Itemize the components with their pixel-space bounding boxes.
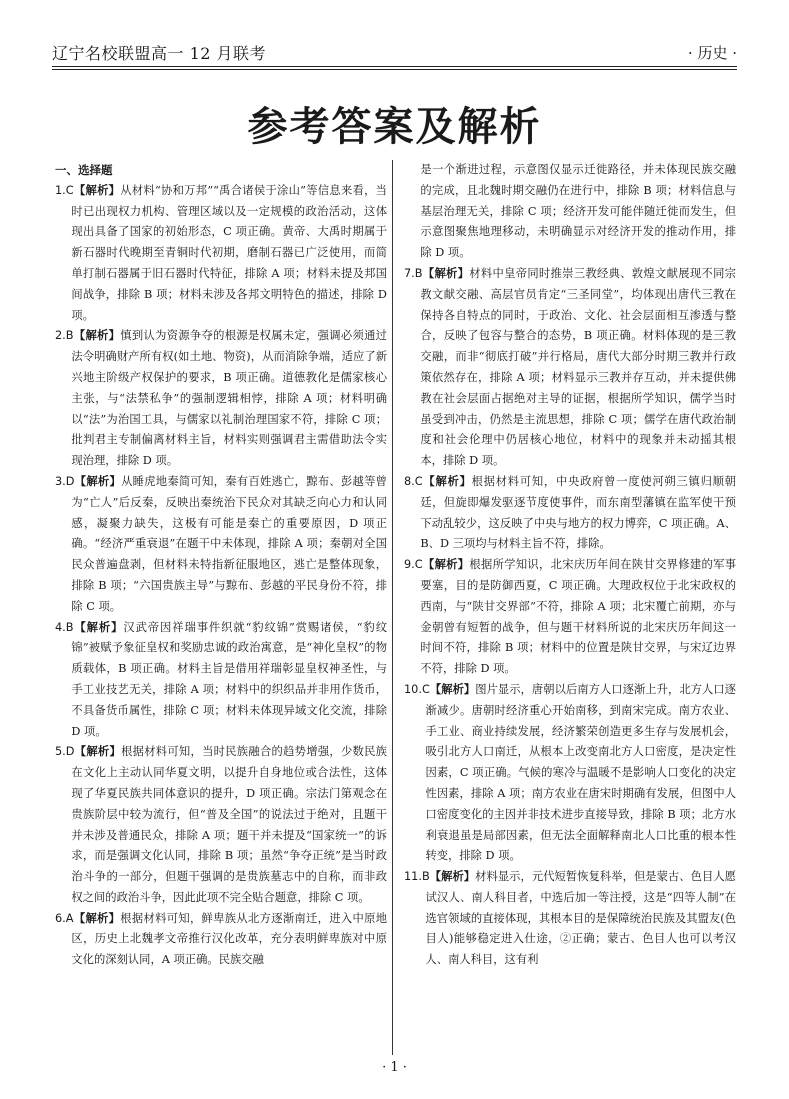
answer-text: 材料显示，元代短暂恢复科举，但是蒙古、色目人愿试汉人、南人科目者，中选后加一等注授，这是“四等人制”在选官领域的直接体现，其根本目的是保障统治民族及其盟友(色目人)能够稳定进入仕途，②正确；蒙古、色目人也可以考汉人、南人科目，这有利 [425,870,736,967]
answer-number: 4.B [55,620,74,634]
answer-item [55,742,387,908]
answer-number: 1.C [55,183,74,197]
answer-item [404,472,736,555]
answer-item [404,555,736,680]
analysis-tag: 【解析】 [422,266,470,280]
answer-item [404,680,736,867]
answer-text: 根据材料可知，中央政府曾一度使河朔三镇归顺朝廷，但旋即爆发驱逐节度使事件，而东南型藩镇在监军使干预下动乱较少，这反映了中央与地方的权力博弈，C 项正确。A、B、D 三项均与材料主旨不符，排除。 [420,474,736,551]
answer-number: 7.B [404,266,423,280]
subject-label: · 历史 · [687,43,737,62]
answer-number: 6.A [55,911,74,925]
left-column [55,160,387,971]
analysis-tag: 【解析】 [73,911,121,925]
answer-text: 汉武帝因祥瑞事件织就“豹纹锦”赏赐诸侯，“豹纹锦”被赋予象征皇权和奖励忠诚的政治寓意，是“神化皇权”的物质载体，B 项正确。材料主旨是借用祥瑞彰显皇权神圣性，与手工业技艺无关，排除 A 项；材料中的织织品并非用作货币，不具备货币属性，排除 C 项；材料未体现异域文化交流，排除 D 项。 [71,620,387,738]
analysis-tag: 【解析】 [429,682,476,696]
page-number: · 1 · [382,1060,407,1075]
answer-text: 从睡虎地秦简可知，秦有百姓逃亡，黥布、彭越等曾为“亡人”后反秦，反映出秦统治下民众对其缺乏向心力和认同感，凝聚力缺失，这极有可能是秦亡的重要原因，D 项正确。“经济严重衰退”在题干中未体现，排除 A 项；秦朝对全国民众普遍盘剥，但材料未特指新征服地区，逃亡是整体现象，排除 B 项；“六国贵族主导”与黥布、彭越的平民身份不符，排除 C 项。 [71,474,387,613]
answer-text: 慎到认为资源争夺的根源是权属未定，强调必须通过法令明确财产所有权(如土地、物资)，从而消除争端，适应了新兴地主阶级产权保护的要求，B 项正确。道德教化是儒家核心主张，与“法禁私争”的强制逻辑相悖，排除 A 项；材料明确以“法”为治国工具，与儒家以礼制治理国家不符，排除 C 项；批判君主专制偏离材料主旨，材料实则强调君主需借助法令实现治理，排除 D 项。 [71,329,387,468]
column-divider [392,160,393,1055]
answer-item [404,264,736,472]
page-header [52,40,737,64]
analysis-tag: 【解析】 [74,474,122,488]
answer-text: 根据所学知识，北宋庆历年间在陕甘交界修建的军事要塞，目的是防御西夏，C 项正确。大理政权位于北宋政权的西南，与“陕甘交界部”不符，排除 A 项；北宋覆亡前期，亦与金朝曾有短暂的战争，但与题干材料所说的北宋庆历年间这一时间不符，排除 B 项；材料中的位置是陕甘交界，与宋辽边界不符，排除 D 项。 [420,558,736,676]
analysis-tag: 【解析】 [422,474,472,488]
analysis-tag: 【解析】 [429,870,476,884]
section-heading: 一、选择题 [55,163,113,177]
answer-number: 2.B [55,329,74,343]
page-title: 参考答案及解析 [247,104,542,150]
header-rule-thin [52,69,737,70]
answer-item [55,618,387,743]
answer-number: 3.D [55,474,75,488]
header-rule [52,66,737,67]
answer-text: 材料中皇帝同时推崇三教经典、敦煌文献展现不同宗教文献交融、高层官员肯定“三圣同堂”，均体现出唐代三教在保持各自特点的同时，于政治、文化、社会层面相互渗透与整合，反映了包容与整合的态势，B 项正确。材料体现的是三教交融，而非“彻底打破”并行格局，唐代大部分时期三教并行政策依然存在，排除 A 项；材料显示三教并存互动，并未提供佛教在社会层面占据绝对主导的证据，根据所学知识，儒学当时虽受到冲击，仍然是主流思想，排除 C 项；儒学在唐代政治制度和社会伦理中仍居核心地位，材料中的现象并未动摇其根本，排除 D 项。 [420,266,736,468]
answer-item [55,326,387,472]
answer-item [55,472,387,618]
analysis-tag: 【解析】 [422,558,470,572]
answer-text: 图片显示，唐朝以后南方人口逐渐上升，北方人口逐渐减少。唐朝时经济重心开始南移，到南宋完成。南方农业、手工业、商业持续发展，经济繁荣创造更多生存与发展机会，吸引北方人口南迁，从根本上改变南北方人口密度，是决定性因素，C 项正确。气候的寒冷与温暖不是影响人口变化的决定性因素，排除 A 项；南方农业在唐宋时期确有发展，但图中人口密度变化的主因并非技术进步直接导致，排除 B 项；北方水利衰退虽是局部因素，但无法全面解释南北人口比重的根本性转变，排除 D 项。 [425,682,736,863]
answer-text: 根据材料可知，当时民族融合的趋势增强，少数民族在文化上主动认同华夏文明，以提升自身地位或合法性，这体现了华夏民族共同体意识的提升，D 项正确。宗法门第观念在贵族阶层中较为流行，但“普及全国”的说法过于绝对，且题干并未涉及普通民众，排除 A 项；题干并未提及“国家统一”的诉求，而是强调文化认同，排除 B 项；虽然“争夺正统”是当时政治斗争的一部分，但题干强调的是贵族墓志中的自称，而非政权之间的政治斗争，因此此项不完全贴合题意，排除 C 项。 [71,745,387,904]
answer-item [404,867,736,971]
right-column [404,160,736,971]
answer-item [55,181,387,327]
answer-number: 9.C [404,558,423,572]
answer-text: 根据材料可知，鲜卑族从北方逐渐南迁，进入中原地区，历史上北魏孝文帝推行汉化改革，充分表明鲜卑族对中原文化的深刻认同，A 项正确。民族交融 [71,911,387,967]
analysis-tag: 【解析】 [73,329,121,343]
analysis-tag: 【解析】 [74,745,122,759]
analysis-tag: 【解析】 [73,620,124,634]
analysis-tag: 【解析】 [73,183,121,197]
answer-number: 8.C [404,474,423,488]
answer-item [55,909,387,971]
exam-title: 辽宁名校联盟高一 12 月联考 [52,43,267,63]
answer-text: 从材料“协和万邦”“禹合诸侯于涂山”等信息来看，当时已出现权力机构、管理区域以及一定规模的政治活动，这体现出具备了国家的初始形态，C 项正确。黄帝、大禹时期属于新石器时代晚期至青铜时代初期，磨制石器已广泛使用，而简单打制石器属于旧石器时代特征，排除 A 项；材料未提及邦国间战争，排除 B 项；材料未涉及各邦文明特色的描述，排除 D 项。 [71,183,387,322]
answer-number: 10.C [404,682,430,696]
answer-number: 5.D [55,745,75,759]
answer-continuation: 是一个渐进过程，示意图仅显示迁徙路径，并未体现民族交融的完成，且北魏时期交融仍在进行中，排除 B 项；材料信息与基层治理无关，排除 C 项；经济开发可能伴随迁徙而发生，但示意图聚焦地理移动，未明确显示对经济开发的推动作用，排除 D 项。 [420,163,736,260]
answer-number: 11.B [404,870,430,884]
